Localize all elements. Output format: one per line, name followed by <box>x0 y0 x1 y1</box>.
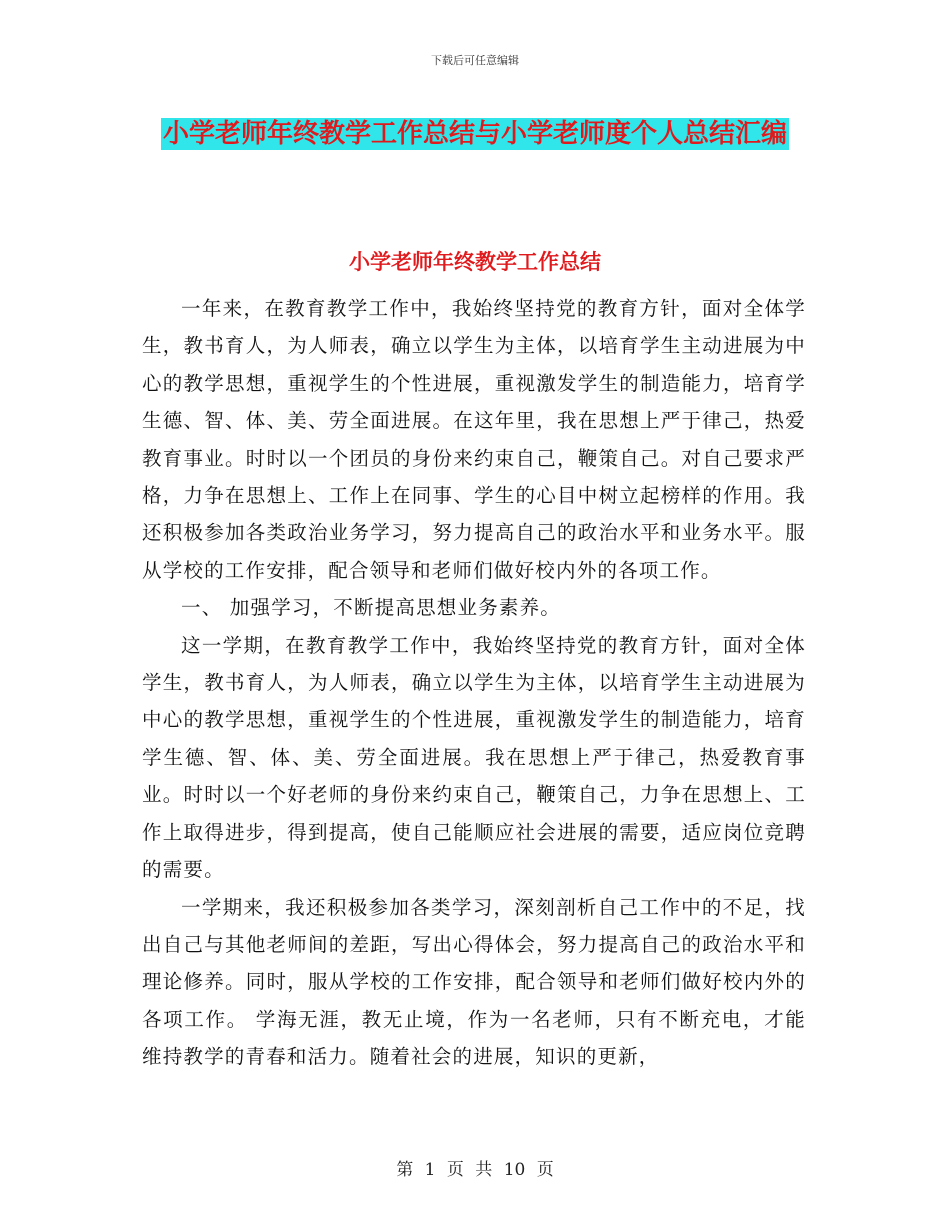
page-header-note: 下载后可任意编辑 <box>431 54 519 67</box>
document-body <box>142 290 806 1076</box>
paragraph: 这一学期，在教育教学工作中，我始终坚持党的教育方针，面对全体学生，教书育人，为人师表，确立以学生为主体，以培育学生主动进展为中心的教学思想，重视学生的个性进展，重视激发学生的制造能力，培育学生德、智、体、美、劳全面进展。我在思想上严于律己，热爱教育事业。时时以一个好老师的身份来约束自己，鞭策自己，力争在思想上、工作上取得进步，得到提高，使自己能顺应社会进展的需要，适应岗位竞聘的需要。 <box>142 633 806 882</box>
paragraph-heading: 一、 加强学习，不断提高思想业务素养。 <box>181 596 561 620</box>
paragraph: 一学期来，我还积极参加各类学习，深刻剖析自己工作中的不足，找出自己与其他老师间的差距，写出心得体会，努力提高自己的政治水平和理论修养。同时，服从学校的工作安排，配合领导和老师们做好校内外的各项工作。 学海无涯，教无止境，作为一名老师，只有不断充电，才能维持教学的青春和活力。随着社会的进展，知识的更新， <box>142 895 806 1069</box>
document-title <box>140 110 810 158</box>
section-title: 小学老师年终教学工作总结 <box>349 250 601 274</box>
page-footer-number: 第 1 页 共 10 页 <box>396 1160 554 1180</box>
paragraph: 一年来，在教育教学工作中，我始终坚持党的教育方针，面对全体学生，教书育人，为人师表，确立以学生为主体，以培育学生主动进展为中心的教学思想，重视学生的个性进展，重视激发学生的制造能力，培育学生德、智、体、美、劳全面进展。在这年里，我在思想上严于律己，热爱教育事业。时时以一个团员的身份来约束自己，鞭策自己。对自己要求严格，力争在思想上、工作上在同事、学生的心目中树立起榜样的作用。我还积极参加各类政治业务学习，努力提高自己的政治水平和业务水平。服从学校的工作安排，配合领导和老师们做好校内外的各项工作。 <box>142 297 806 582</box>
document-title-text: 小学老师年终教学工作总结与小学老师度个人总结汇编 <box>162 119 787 149</box>
